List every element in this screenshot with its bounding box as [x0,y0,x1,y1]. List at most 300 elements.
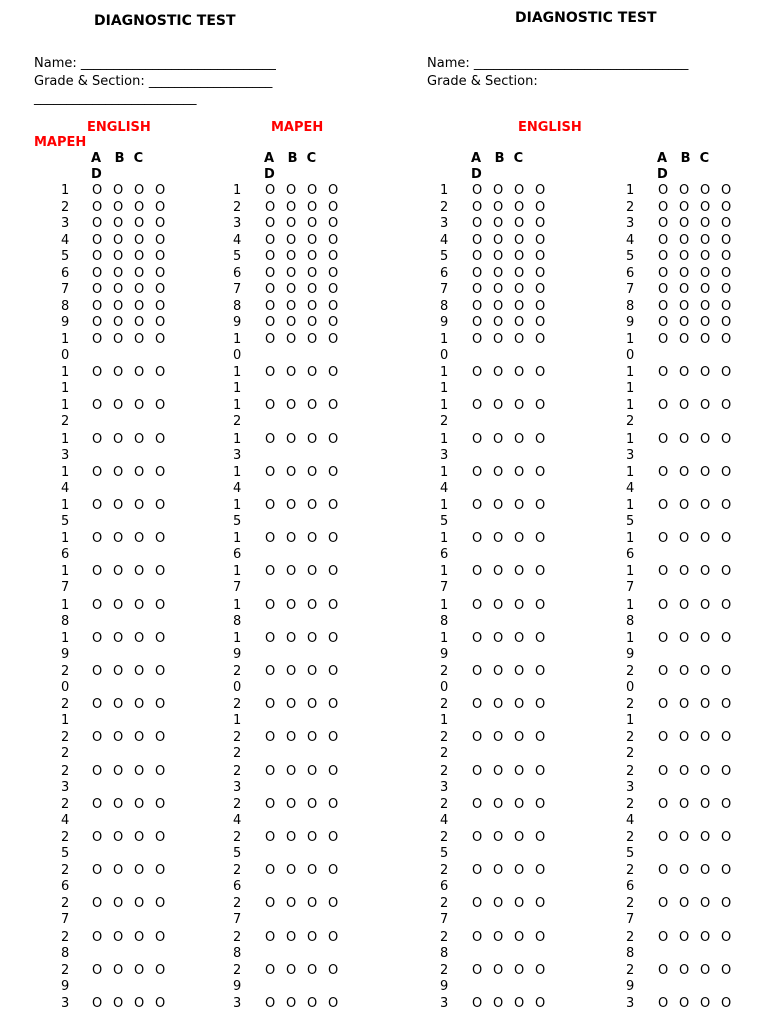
answer-bubble[interactable]: O [113,365,124,381]
answer-bubble[interactable]: O [155,365,166,381]
answer-bubble[interactable]: O [679,216,690,232]
answer-bubble[interactable]: O [679,796,690,812]
answer-bubble[interactable]: O [265,796,276,812]
answer-bubble[interactable]: O [113,497,124,513]
answer-bubble[interactable]: O [472,863,483,879]
answer-bubble[interactable]: O [535,829,546,845]
answer-bubble[interactable]: O [307,829,318,845]
answer-bubble[interactable]: O [658,730,669,746]
answer-bubble[interactable]: O [328,896,339,912]
answer-bubble[interactable]: O [92,365,103,381]
answer-bubble[interactable]: O [307,365,318,381]
answer-bubble[interactable]: O [286,331,297,347]
answer-bubble[interactable]: O [535,630,546,646]
answer-bubble[interactable]: O [514,282,525,298]
answer-bubble[interactable]: O [92,531,103,547]
answer-bubble[interactable]: O [155,232,166,248]
answer-bubble[interactable]: O [472,962,483,978]
answer-bubble[interactable]: O [155,249,166,265]
answer-bubble[interactable]: O [493,282,504,298]
answer-bubble[interactable]: O [307,896,318,912]
answer-bubble[interactable]: O [134,183,145,198]
answer-bubble[interactable]: O [679,265,690,281]
answer-bubble[interactable]: O [286,183,297,198]
answer-bubble[interactable]: O [700,829,711,845]
answer-bubble[interactable]: O [535,298,546,314]
answer-bubble[interactable]: O [514,464,525,480]
answer-bubble[interactable]: O [328,796,339,812]
answer-bubble[interactable]: O [700,298,711,314]
answer-bubble[interactable]: O [700,398,711,414]
answer-bubble[interactable]: O [493,232,504,248]
answer-bubble[interactable]: O [307,464,318,480]
answer-bubble[interactable]: O [134,763,145,779]
answer-bubble[interactable]: O [535,796,546,812]
answer-bubble[interactable]: O [679,232,690,248]
answer-bubble[interactable]: O [658,282,669,298]
answer-bubble[interactable]: O [514,249,525,265]
answer-bubble[interactable]: O [155,663,166,679]
answer-bubble[interactable]: O [307,796,318,812]
answer-bubble[interactable]: O [286,829,297,845]
answer-bubble[interactable]: O [113,531,124,547]
answer-bubble[interactable]: O [679,730,690,746]
answer-bubble[interactable]: O [472,663,483,679]
answer-bubble[interactable]: O [113,265,124,281]
answer-bubble[interactable]: O [328,282,339,298]
answer-bubble[interactable]: O [265,282,276,298]
answer-bubble[interactable]: O [700,564,711,580]
answer-bubble[interactable]: O [535,398,546,414]
answer-bubble[interactable]: O [113,564,124,580]
answer-bubble[interactable]: O [113,763,124,779]
answer-bubble[interactable]: O [514,730,525,746]
answer-bubble[interactable]: O [493,564,504,580]
answer-bubble[interactable]: O [307,199,318,215]
answer-bubble[interactable]: O [514,298,525,314]
answer-bubble[interactable]: O [265,464,276,480]
answer-bubble[interactable]: O [265,249,276,265]
answer-bubble[interactable]: O [328,829,339,845]
answer-bubble[interactable]: O [307,265,318,281]
answer-bubble[interactable]: O [328,697,339,713]
answer-bubble[interactable]: O [514,183,525,198]
answer-bubble[interactable]: O [472,232,483,248]
answer-bubble[interactable]: O [134,331,145,347]
answer-bubble[interactable]: O [721,630,732,646]
answer-bubble[interactable]: O [493,730,504,746]
answer-bubble[interactable]: O [679,863,690,879]
answer-bubble[interactable]: O [658,265,669,281]
answer-bubble[interactable]: O [535,315,546,331]
answer-bubble[interactable]: O [286,697,297,713]
answer-bubble[interactable]: O [535,564,546,580]
answer-bubble[interactable]: O [721,232,732,248]
answer-bubble[interactable]: O [493,896,504,912]
answer-bubble[interactable]: O [92,962,103,978]
answer-bubble[interactable]: O [700,763,711,779]
answer-bubble[interactable]: O [134,298,145,314]
right-name-field[interactable]: Name: _________________________________ [427,56,689,71]
answer-bubble[interactable]: O [658,531,669,547]
answer-bubble[interactable]: O [155,829,166,845]
answer-bubble[interactable]: O [92,315,103,331]
answer-bubble[interactable]: O [679,365,690,381]
answer-bubble[interactable]: O [514,796,525,812]
answer-bubble[interactable]: O [700,663,711,679]
answer-bubble[interactable]: O [328,564,339,580]
answer-bubble[interactable]: O [514,763,525,779]
answer-bubble[interactable]: O [721,763,732,779]
answer-bubble[interactable]: O [514,663,525,679]
answer-bubble[interactable]: O [92,995,103,1011]
answer-bubble[interactable]: O [92,730,103,746]
answer-bubble[interactable]: O [535,730,546,746]
answer-bubble[interactable]: O [328,315,339,331]
answer-bubble[interactable]: O [472,331,483,347]
answer-bubble[interactable]: O [721,249,732,265]
answer-bubble[interactable]: O [679,929,690,945]
answer-bubble[interactable]: O [286,531,297,547]
answer-bubble[interactable]: O [265,962,276,978]
answer-bubble[interactable]: O [472,183,483,198]
answer-bubble[interactable]: O [700,431,711,447]
answer-bubble[interactable]: O [679,697,690,713]
answer-bubble[interactable]: O [92,431,103,447]
answer-bubble[interactable]: O [472,282,483,298]
answer-bubble[interactable]: O [721,497,732,513]
answer-bubble[interactable]: O [700,282,711,298]
answer-bubble[interactable]: O [658,232,669,248]
answer-bubble[interactable]: O [700,896,711,912]
answer-bubble[interactable]: O [700,331,711,347]
left-grade-section-field[interactable]: Grade & Section: ___________________ [34,74,273,89]
answer-bubble[interactable]: O [134,929,145,945]
answer-bubble[interactable]: O [658,298,669,314]
answer-bubble[interactable]: O [307,630,318,646]
answer-bubble[interactable]: O [307,995,318,1011]
answer-bubble[interactable]: O [155,630,166,646]
answer-bubble[interactable]: O [265,531,276,547]
answer-bubble[interactable]: O [265,630,276,646]
answer-bubble[interactable]: O [493,497,504,513]
answer-bubble[interactable]: O [535,232,546,248]
answer-bubble[interactable]: O [472,929,483,945]
answer-bubble[interactable]: O [721,365,732,381]
answer-bubble[interactable]: O [700,995,711,1011]
answer-bubble[interactable]: O [535,249,546,265]
answer-bubble[interactable]: O [307,497,318,513]
answer-bubble[interactable]: O [155,398,166,414]
answer-bubble[interactable]: O [700,697,711,713]
answer-bubble[interactable]: O [92,697,103,713]
answer-bubble[interactable]: O [134,730,145,746]
answer-bubble[interactable]: O [535,962,546,978]
answer-bubble[interactable]: O [700,730,711,746]
answer-bubble[interactable]: O [514,331,525,347]
answer-bubble[interactable]: O [535,531,546,547]
answer-bubble[interactable]: O [113,398,124,414]
answer-bubble[interactable]: O [286,365,297,381]
answer-bubble[interactable]: O [493,216,504,232]
answer-bubble[interactable]: O [514,929,525,945]
answer-bubble[interactable]: O [265,315,276,331]
answer-bubble[interactable]: O [472,216,483,232]
answer-bubble[interactable]: O [134,315,145,331]
answer-bubble[interactable]: O [493,249,504,265]
answer-bubble[interactable]: O [113,896,124,912]
answer-bubble[interactable]: O [155,464,166,480]
answer-bubble[interactable]: O [493,697,504,713]
answer-bubble[interactable]: O [658,929,669,945]
answer-bubble[interactable]: O [134,663,145,679]
answer-bubble[interactable]: O [265,331,276,347]
answer-bubble[interactable]: O [286,863,297,879]
answer-bubble[interactable]: O [307,398,318,414]
answer-bubble[interactable]: O [155,183,166,198]
answer-bubble[interactable]: O [535,929,546,945]
answer-bubble[interactable]: O [307,863,318,879]
answer-bubble[interactable]: O [92,630,103,646]
answer-bubble[interactable]: O [286,282,297,298]
right-grade-section-field[interactable]: Grade & Section: [427,74,538,89]
answer-bubble[interactable]: O [514,896,525,912]
answer-bubble[interactable]: O [658,663,669,679]
answer-bubble[interactable]: O [286,564,297,580]
answer-bubble[interactable]: O [700,531,711,547]
answer-bubble[interactable]: O [658,564,669,580]
answer-bubble[interactable]: O [493,183,504,198]
answer-bubble[interactable]: O [134,962,145,978]
answer-bubble[interactable]: O [658,199,669,215]
answer-bubble[interactable]: O [493,597,504,613]
answer-bubble[interactable]: O [679,564,690,580]
answer-bubble[interactable]: O [286,431,297,447]
answer-bubble[interactable]: O [92,232,103,248]
answer-bubble[interactable]: O [472,497,483,513]
answer-bubble[interactable]: O [493,365,504,381]
answer-bubble[interactable]: O [658,398,669,414]
answer-bubble[interactable]: O [113,183,124,198]
answer-bubble[interactable]: O [472,431,483,447]
answer-bubble[interactable]: O [134,829,145,845]
answer-bubble[interactable]: O [535,896,546,912]
answer-bubble[interactable]: O [307,282,318,298]
answer-bubble[interactable]: O [493,929,504,945]
answer-bubble[interactable]: O [658,216,669,232]
answer-bubble[interactable]: O [134,531,145,547]
answer-bubble[interactable]: O [535,697,546,713]
answer-bubble[interactable]: O [113,331,124,347]
answer-bubble[interactable]: O [155,796,166,812]
answer-bubble[interactable]: O [92,763,103,779]
answer-bubble[interactable]: O [92,183,103,198]
answer-bubble[interactable]: O [658,497,669,513]
answer-bubble[interactable]: O [679,298,690,314]
answer-bubble[interactable]: O [721,265,732,281]
answer-bubble[interactable]: O [679,464,690,480]
answer-bubble[interactable]: O [134,896,145,912]
answer-bubble[interactable]: O [155,896,166,912]
answer-bubble[interactable]: O [721,431,732,447]
answer-bubble[interactable]: O [286,796,297,812]
answer-bubble[interactable]: O [286,315,297,331]
answer-bubble[interactable]: O [535,331,546,347]
answer-bubble[interactable]: O [92,282,103,298]
answer-bubble[interactable]: O [286,896,297,912]
answer-bubble[interactable]: O [514,697,525,713]
answer-bubble[interactable]: O [92,663,103,679]
answer-bubble[interactable]: O [113,829,124,845]
answer-bubble[interactable]: O [134,265,145,281]
answer-bubble[interactable]: O [134,597,145,613]
answer-bubble[interactable]: O [307,564,318,580]
answer-bubble[interactable]: O [265,232,276,248]
answer-bubble[interactable]: O [113,464,124,480]
answer-bubble[interactable]: O [679,183,690,198]
answer-bubble[interactable]: O [493,331,504,347]
answer-bubble[interactable]: O [286,464,297,480]
answer-bubble[interactable]: O [700,232,711,248]
answer-bubble[interactable]: O [328,531,339,547]
answer-bubble[interactable]: O [286,929,297,945]
answer-bubble[interactable]: O [493,531,504,547]
answer-bubble[interactable]: O [514,630,525,646]
answer-bubble[interactable]: O [493,763,504,779]
answer-bubble[interactable]: O [700,183,711,198]
answer-bubble[interactable]: O [514,315,525,331]
answer-bubble[interactable]: O [679,282,690,298]
answer-bubble[interactable]: O [493,663,504,679]
answer-bubble[interactable]: O [92,265,103,281]
left-name-field[interactable]: Name: ______________________________ [34,56,276,71]
answer-bubble[interactable]: O [658,431,669,447]
answer-bubble[interactable]: O [286,763,297,779]
answer-bubble[interactable]: O [113,697,124,713]
answer-bubble[interactable]: O [472,796,483,812]
answer-bubble[interactable]: O [155,929,166,945]
answer-bubble[interactable]: O [328,331,339,347]
answer-bubble[interactable]: O [155,431,166,447]
answer-bubble[interactable]: O [679,962,690,978]
answer-bubble[interactable]: O [535,763,546,779]
answer-bubble[interactable]: O [679,331,690,347]
answer-bubble[interactable]: O [307,298,318,314]
answer-bubble[interactable]: O [721,829,732,845]
answer-bubble[interactable]: O [92,829,103,845]
answer-bubble[interactable]: O [134,232,145,248]
answer-bubble[interactable]: O [155,863,166,879]
answer-bubble[interactable]: O [92,464,103,480]
answer-bubble[interactable]: O [472,265,483,281]
answer-bubble[interactable]: O [113,298,124,314]
answer-bubble[interactable]: O [155,282,166,298]
answer-bubble[interactable]: O [155,199,166,215]
answer-bubble[interactable]: O [155,763,166,779]
answer-bubble[interactable]: O [514,564,525,580]
answer-bubble[interactable]: O [514,232,525,248]
answer-bubble[interactable]: O [113,315,124,331]
answer-bubble[interactable]: O [286,962,297,978]
answer-bubble[interactable]: O [265,398,276,414]
answer-bubble[interactable]: O [155,697,166,713]
answer-bubble[interactable]: O [472,697,483,713]
answer-bubble[interactable]: O [493,630,504,646]
answer-bubble[interactable]: O [700,315,711,331]
answer-bubble[interactable]: O [721,464,732,480]
answer-bubble[interactable]: O [155,497,166,513]
answer-bubble[interactable]: O [700,464,711,480]
answer-bubble[interactable]: O [700,199,711,215]
answer-bubble[interactable]: O [514,216,525,232]
answer-bubble[interactable]: O [700,796,711,812]
answer-bubble[interactable]: O [328,663,339,679]
answer-bubble[interactable]: O [493,398,504,414]
answer-bubble[interactable]: O [721,962,732,978]
answer-bubble[interactable]: O [721,564,732,580]
answer-bubble[interactable]: O [679,763,690,779]
answer-bubble[interactable]: O [307,763,318,779]
answer-bubble[interactable]: O [721,697,732,713]
answer-bubble[interactable]: O [535,199,546,215]
answer-bubble[interactable]: O [92,863,103,879]
answer-bubble[interactable]: O [493,464,504,480]
answer-bubble[interactable]: O [113,962,124,978]
answer-bubble[interactable]: O [472,199,483,215]
answer-bubble[interactable]: O [700,597,711,613]
answer-bubble[interactable]: O [265,265,276,281]
answer-bubble[interactable]: O [328,183,339,198]
answer-bubble[interactable]: O [658,896,669,912]
answer-bubble[interactable]: O [721,730,732,746]
answer-bubble[interactable]: O [307,431,318,447]
answer-bubble[interactable]: O [307,597,318,613]
answer-bubble[interactable]: O [113,796,124,812]
answer-bubble[interactable]: O [113,597,124,613]
answer-bubble[interactable]: O [307,697,318,713]
answer-bubble[interactable]: O [155,730,166,746]
answer-bubble[interactable]: O [92,497,103,513]
answer-bubble[interactable]: O [134,398,145,414]
answer-bubble[interactable]: O [92,298,103,314]
answer-bubble[interactable]: O [155,216,166,232]
answer-bubble[interactable]: O [155,315,166,331]
answer-bubble[interactable]: O [472,564,483,580]
answer-bubble[interactable]: O [286,663,297,679]
answer-bubble[interactable]: O [92,796,103,812]
answer-bubble[interactable]: O [307,232,318,248]
answer-bubble[interactable]: O [721,597,732,613]
answer-bubble[interactable]: O [265,863,276,879]
answer-bubble[interactable]: O [286,597,297,613]
answer-bubble[interactable]: O [472,531,483,547]
answer-bubble[interactable]: O [721,315,732,331]
answer-bubble[interactable]: O [328,298,339,314]
answer-bubble[interactable]: O [265,829,276,845]
answer-bubble[interactable]: O [493,431,504,447]
answer-bubble[interactable]: O [493,962,504,978]
answer-bubble[interactable]: O [721,896,732,912]
answer-bubble[interactable]: O [658,995,669,1011]
answer-bubble[interactable]: O [721,863,732,879]
answer-bubble[interactable]: O [493,796,504,812]
answer-bubble[interactable]: O [113,282,124,298]
answer-bubble[interactable]: O [155,962,166,978]
answer-bubble[interactable]: O [328,249,339,265]
answer-bubble[interactable]: O [658,365,669,381]
answer-bubble[interactable]: O [265,365,276,381]
answer-bubble[interactable]: O [535,216,546,232]
